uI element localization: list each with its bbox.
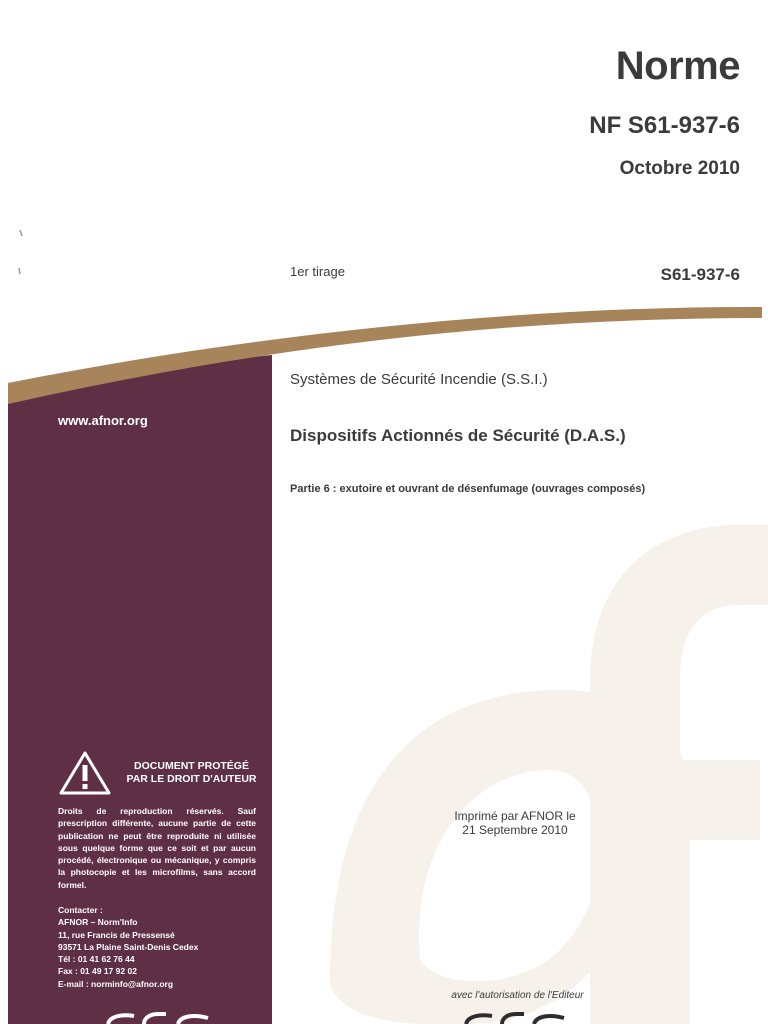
warning-icon [58, 750, 112, 796]
copyright-text: Droits de reproduction réservés. Sauf prescription différente, aucune partie de cette publication ne peut être reproduite ni utilisée sous quelque forme que ce soit et par aucun procédé, électronique ou mécanique, y compris la photocopie et les microfilms, sans accord formel. [58, 806, 256, 890]
printed-by-notice [400, 809, 630, 837]
af-watermark [330, 525, 768, 1024]
printed-line-1: Imprimé par AFNOR le [454, 809, 576, 823]
contact-line: AFNOR – Norm'Info [58, 917, 138, 928]
publication-date: Octobre 2010 [619, 158, 740, 179]
main-title: Dispositifs Actionnés de Sécurité (D.A.S.) [290, 426, 626, 445]
contact-line: 11, rue Francis de Pressensé [58, 929, 175, 940]
contact-email[interactable]: E-mail : norminfo@afnor.org [58, 978, 174, 989]
protection-line-1: DOCUMENT PROTÉGÉ [134, 760, 249, 772]
website-link[interactable]: www.afnor.org [58, 413, 148, 428]
copyright-protection-notice [119, 760, 264, 786]
authorization-note: avec l'autorisation de l'Editeur [451, 990, 584, 1001]
printed-line-2: 21 Septembre 2010 [462, 823, 568, 837]
afnor-logo-partial [460, 1010, 570, 1024]
part-title: Partie 6 : exutoire et ouvrant de désenfumage (ouvrages composés) [290, 483, 646, 495]
reference-code: S61-937-6 [660, 265, 740, 284]
doc-type-title: Norme [615, 44, 740, 88]
contact-line: Tél : 01 41 62 76 44 [58, 954, 135, 965]
contact-line: Fax : 01 49 17 92 02 [58, 966, 137, 977]
contact-line: 93571 La Plaine Saint-Denis Cedex [58, 941, 199, 952]
contact-heading: Contacter : [58, 905, 103, 915]
protection-line-2: PAR LE DROIT D'AUTEUR [126, 773, 257, 785]
standard-code: NF S61-937-6 [589, 112, 740, 139]
printing-edition: 1er tirage [290, 264, 345, 279]
contact-block [58, 904, 268, 990]
afnor-logo-partial [100, 1010, 220, 1024]
series-title: Systèmes de Sécurité Incendie (S.S.I.) [290, 371, 548, 388]
